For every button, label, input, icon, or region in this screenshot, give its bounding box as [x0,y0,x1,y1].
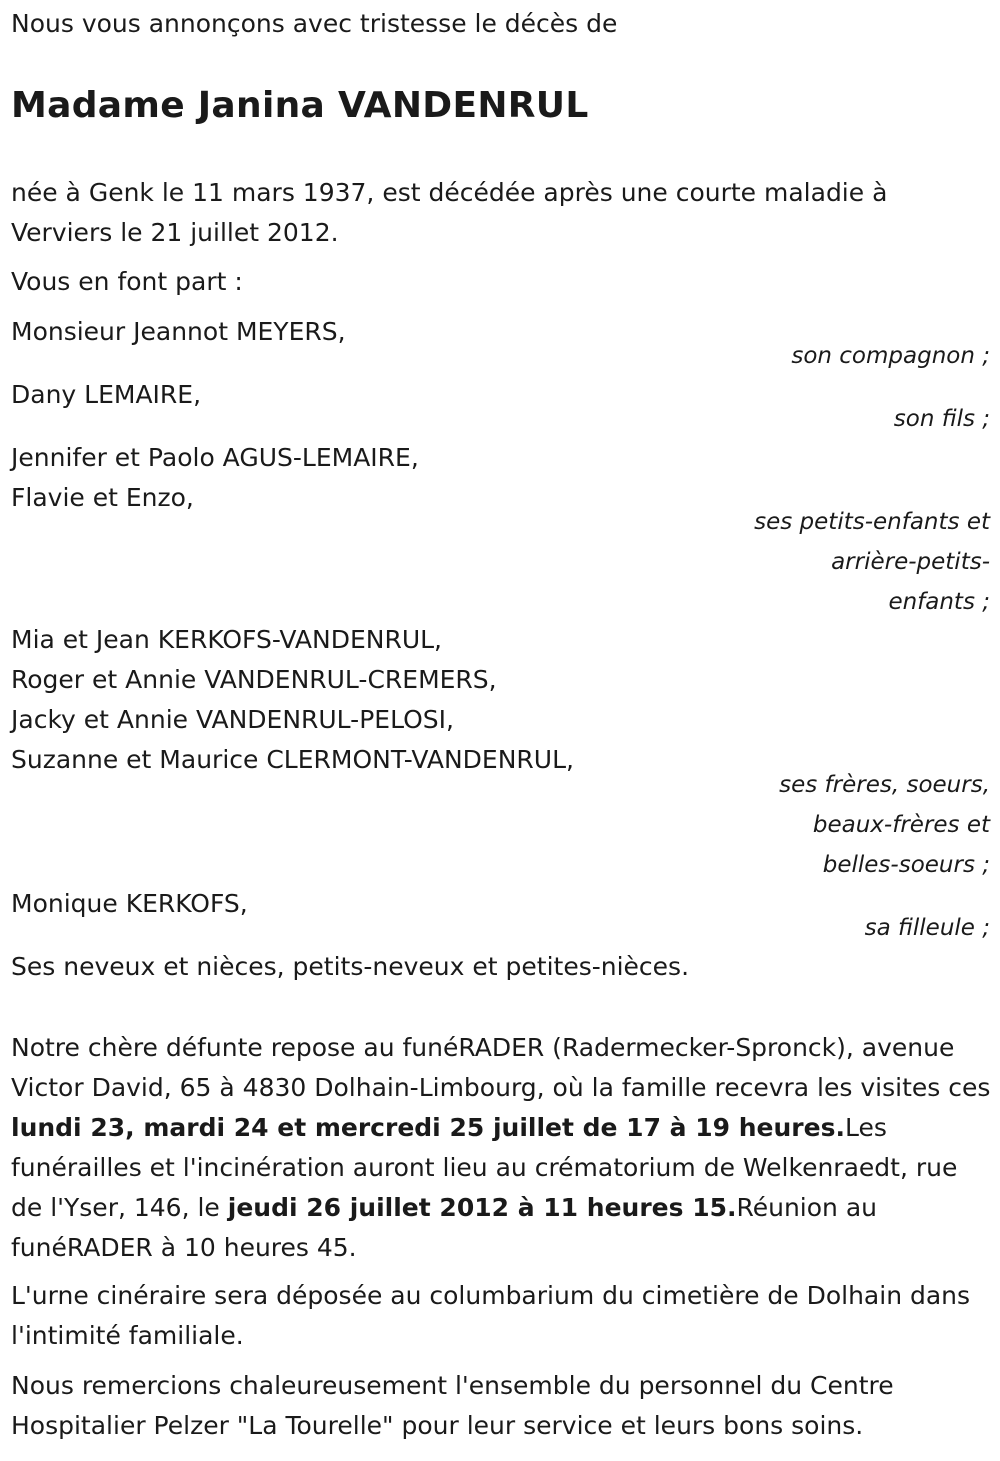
family-names-siblings: Mia et Jean KERKOFS-VANDENRUL, Roger et Annie VANDENRUL-CREMERS, Jacky et Annie VANDENRUL-PELOSI, Suzanne et Maurice CLERMONT-VANDENRUL, [11,625,574,774]
intro-text: Nous vous annonçons avec tristesse le décès de [11,9,618,38]
family-names-companion: Monsieur Jeannot MEYERS, [11,317,346,346]
ceremony-date: jeudi 26 juillet 2012 à 11 heures 15. [227,1193,737,1222]
family-names-goddaughter: Monique KERKOFS, [11,889,248,918]
family-relation-goddaughter: sa filleule ; [864,915,990,941]
funeral-details [11,1028,991,1268]
deceased-name: Madame Janina VANDENRUL [11,85,589,126]
family-relation-companion: son compagnon ; [791,343,990,369]
family-names-son: Dany LEMAIRE, [11,380,202,409]
funeral-text-2: Les funérailles et l'incinération auront lieu au crématorium de Welkenraedt, rue de l'Yser, 146, le [11,1113,958,1222]
family-relation-grandchildren: ses petits-enfants et arrière-petits-enfants ; [754,509,990,615]
family-names-grandchildren: Jennifer et Paolo AGUS-LEMAIRE, Flavie et Enzo, [11,443,419,512]
notify-line: Vous en font part : [11,267,243,296]
funeral-text-1: Notre chère défunte repose au funéRADER (Radermecker-Spronck), avenue Victor David, 65 à 4830 Dolhain-Limbourg, où la famille recevra les visites ces [11,1033,991,1102]
visit-dates: lundi 23, mardi 24 et mercredi 25 juillet de 17 à 19 heures. [11,1113,845,1142]
funeral-text-3: Réunion au funéRADER à 10 heures 45. [11,1193,877,1262]
extended-family-text: Ses neveux et nièces, petits-neveux et petites-nièces. [11,952,690,981]
thanks-text: Nous remercions chaleureusement l'ensemble du personnel du Centre Hospitalier Pelzer "La Tourelle" pour leur service et leurs bons soins. [11,1371,894,1440]
urn-text: L'urne cinéraire sera déposée au columbarium du cimetière de Dolhain dans l'intimité familiale. [11,1281,971,1350]
birth-death-text: née à Genk le 11 mars 1937, est décédée après une courte maladie à Verviers le 21 juillet 2012. [11,178,888,247]
family-relation-son: son fils ; [893,406,990,432]
family-relation-siblings: ses frères, soeurs, beaux-frères et belles-soeurs ; [779,772,990,878]
